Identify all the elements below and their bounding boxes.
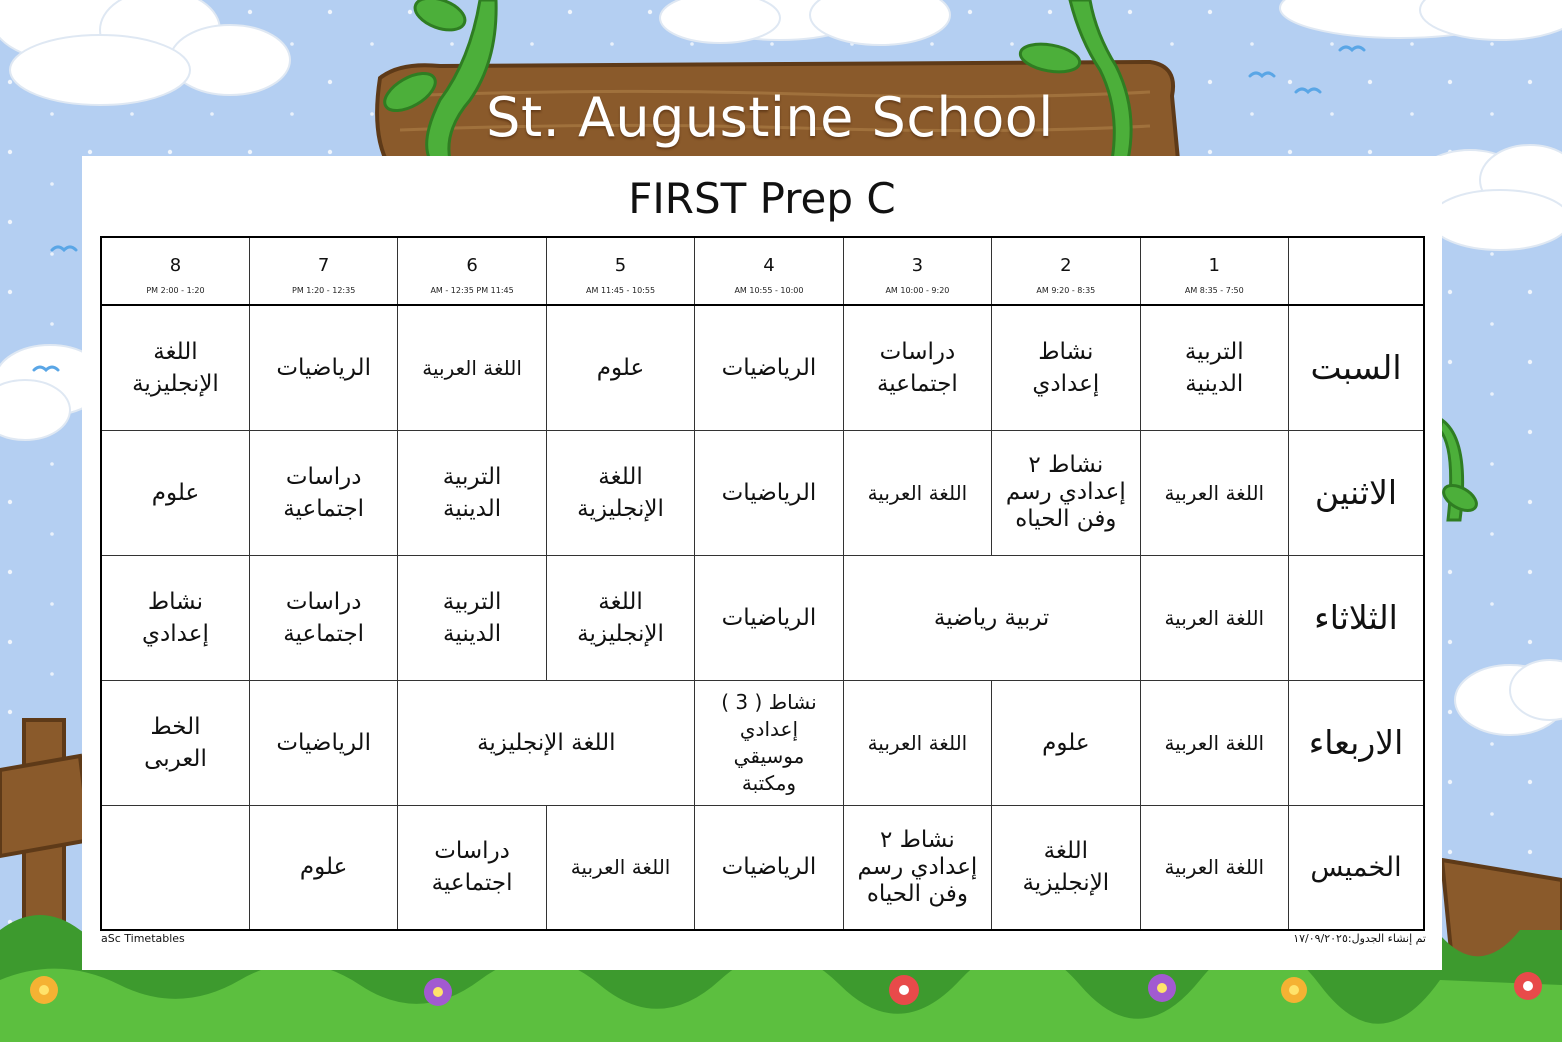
period-number: 6 (466, 255, 478, 276)
lesson-line: العربى (144, 745, 207, 772)
lesson-cell (695, 430, 843, 555)
lesson-line: الرياضيات (721, 854, 817, 881)
period-header-2 (992, 237, 1140, 305)
lesson-line: اللغة العربية (1164, 855, 1265, 880)
class-title: FIRST Prep C (628, 174, 896, 223)
lesson-line: الإنجليزية (132, 370, 219, 397)
lesson-line: الدينية (1185, 370, 1244, 397)
lesson-cell (101, 430, 249, 555)
period-number: 4 (763, 255, 775, 276)
period-header-6 (398, 237, 546, 305)
lesson-line: اجتماعية (283, 495, 365, 522)
lesson-line: ومكتبة (741, 770, 797, 795)
lesson-cell (1140, 430, 1288, 555)
period-header-7 (249, 237, 397, 305)
lesson-line: دراسات (434, 838, 510, 865)
lesson-cell (695, 555, 843, 680)
lesson-line: نشاط (1038, 338, 1094, 365)
lesson-cell (843, 305, 991, 430)
lesson-line: نشاط (147, 588, 204, 615)
lesson-line: التربية (442, 463, 502, 490)
footer-software: aSc Timetables (101, 932, 185, 945)
day-label: الاثنين (1289, 430, 1425, 555)
lesson-cell (398, 805, 546, 930)
lesson-line: علوم (299, 854, 348, 881)
lesson-line: اللغة العربية (1164, 605, 1265, 630)
lesson-cell (1140, 805, 1288, 930)
period-number: 5 (614, 255, 627, 276)
period-time: 11:45 AM - 12:35 PM (430, 286, 514, 295)
lesson-line: الدينية (443, 620, 502, 647)
lesson-cell (695, 805, 843, 930)
lesson-line: علوم (596, 354, 645, 381)
period-number: 8 (169, 255, 182, 276)
lesson-line: اجتماعية (876, 370, 958, 397)
lesson-line: دراسات (879, 338, 956, 365)
lesson-cell (249, 430, 397, 555)
lesson-line: اللغة العربية (570, 855, 671, 880)
lesson-line: تربية رياضية (933, 604, 1050, 631)
period-number: 7 (317, 255, 330, 276)
lesson-cell (546, 305, 694, 430)
lesson-cell (992, 680, 1140, 805)
day-row-thursday (101, 805, 1424, 930)
lesson-line: التربية (1184, 338, 1244, 365)
period-header-3 (843, 237, 991, 305)
period-time: 8:35 - 9:20 AM (1036, 286, 1096, 295)
cloud-top-center (660, 0, 950, 45)
day-label: الخميس (1289, 805, 1425, 930)
period-time: 10:55 - 11:45 AM (586, 286, 656, 295)
period-time: 10:00 - 10:55 AM (734, 286, 804, 295)
lesson-line: اجتماعية (283, 620, 365, 647)
lesson-line: الرياضيات (276, 729, 371, 756)
lesson-cell (249, 305, 397, 430)
lesson-cell (695, 305, 843, 430)
lesson-line: دراسات (285, 588, 362, 615)
lesson-cell (546, 430, 694, 555)
lesson-cell (843, 430, 991, 555)
period-time: 12:35 - 1:20 PM (292, 286, 356, 295)
period-number: 2 (1060, 255, 1072, 276)
corner-cell (1289, 237, 1425, 305)
lesson-line: إعدادي (142, 620, 209, 647)
period-header-8 (101, 237, 249, 305)
lesson-line: اللغة (598, 588, 643, 615)
lesson-line: الخط (150, 713, 201, 740)
lesson-cell (101, 305, 249, 430)
lesson-line: الدينية (443, 495, 502, 522)
lesson-cell (249, 555, 397, 680)
day-label: الاربعاء (1289, 680, 1425, 805)
lesson-line: إعدادي رسم (857, 853, 978, 880)
lesson-line: وفن الحياه (866, 880, 968, 907)
lesson-line: الرياضيات (276, 354, 371, 381)
lesson-cell (1140, 680, 1288, 805)
lesson-cell (249, 805, 397, 930)
lesson-cell (398, 430, 546, 555)
lesson-cell (1140, 555, 1288, 680)
lesson-line: الإنجليزية (577, 495, 664, 522)
lesson-line: الإنجليزية (577, 620, 664, 647)
period-time: 7:50 - 8:35 AM (1184, 286, 1244, 295)
lesson-line: اللغة العربية (867, 730, 968, 755)
period-header-4 (695, 237, 843, 305)
day-row-saturday (101, 305, 1424, 430)
lesson-line: اللغة العربية (1164, 480, 1265, 505)
lesson-line: موسيقي (733, 743, 805, 768)
lesson-line: دراسات (285, 463, 362, 490)
lesson-line: اللغة الإنجليزية (477, 729, 616, 756)
lesson-cell (992, 430, 1140, 555)
lesson-line: اللغة العربية (422, 355, 522, 380)
lesson-cell (992, 805, 1140, 930)
lesson-line: علوم (1042, 729, 1090, 756)
lesson-cell (101, 680, 249, 805)
lesson-line: الرياضيات (721, 354, 817, 381)
lesson-line: اللغة (1043, 838, 1089, 865)
period-header-1 (1140, 237, 1288, 305)
lesson-cell (843, 680, 991, 805)
lesson-line: وفن الحياه (1015, 506, 1117, 532)
lesson-cell (695, 680, 843, 805)
lesson-line: الإنجليزية (1022, 870, 1110, 897)
period-header-5 (546, 237, 694, 305)
period-header-row (101, 237, 1424, 305)
lesson-line: التربية (442, 588, 502, 615)
day-label: الثلاثاء (1289, 555, 1425, 680)
lesson-line: نشاط ( 3 ) (721, 689, 817, 714)
period-number: 3 (911, 255, 924, 276)
lesson-cell (992, 305, 1140, 430)
lesson-line: علوم (151, 479, 200, 506)
lesson-line: اللغة العربية (867, 480, 968, 505)
lesson-cell-double (843, 555, 1140, 680)
lesson-line: اجتماعية (431, 870, 513, 897)
lesson-line: اللغة العربية (1164, 730, 1265, 755)
lesson-line: نشاط ٢ (1028, 452, 1104, 478)
lesson-line: إعدادي (1032, 370, 1100, 397)
day-row-tuesday (101, 555, 1424, 680)
period-time: 9:20 - 10:00 AM (885, 286, 950, 295)
lesson-cell (249, 680, 397, 805)
lesson-cell (398, 555, 546, 680)
lesson-cell (546, 555, 694, 680)
school-name: St. Augustine School (486, 86, 1054, 149)
lesson-cell-empty (101, 805, 249, 930)
period-time: 1:20 - 2:00 PM (146, 286, 205, 295)
lesson-line: اللغة (153, 338, 198, 365)
lesson-cell (101, 555, 249, 680)
lesson-cell (1140, 305, 1288, 430)
lesson-line: نشاط ٢ (879, 826, 955, 853)
lesson-line: الرياضيات (721, 479, 817, 506)
lesson-cell (843, 805, 991, 930)
day-row-monday (101, 430, 1424, 555)
lesson-cell (546, 805, 694, 930)
period-number: 1 (1208, 255, 1220, 276)
lesson-cell-double (398, 680, 695, 805)
day-label: السبت (1289, 305, 1425, 430)
lesson-line: إعدادي رسم (1005, 479, 1126, 505)
footer-created-date: تم إنشاء الجدول:١٧/٠٩/٢٠٢٥ (1293, 932, 1426, 945)
lesson-line: إعدادي (739, 716, 799, 741)
day-row-wednesday (101, 680, 1424, 805)
timetable (100, 236, 1425, 931)
lesson-cell (398, 305, 546, 430)
lesson-line: اللغة (598, 463, 643, 490)
lesson-line: الرياضيات (721, 604, 817, 631)
timetable-card (82, 156, 1442, 970)
